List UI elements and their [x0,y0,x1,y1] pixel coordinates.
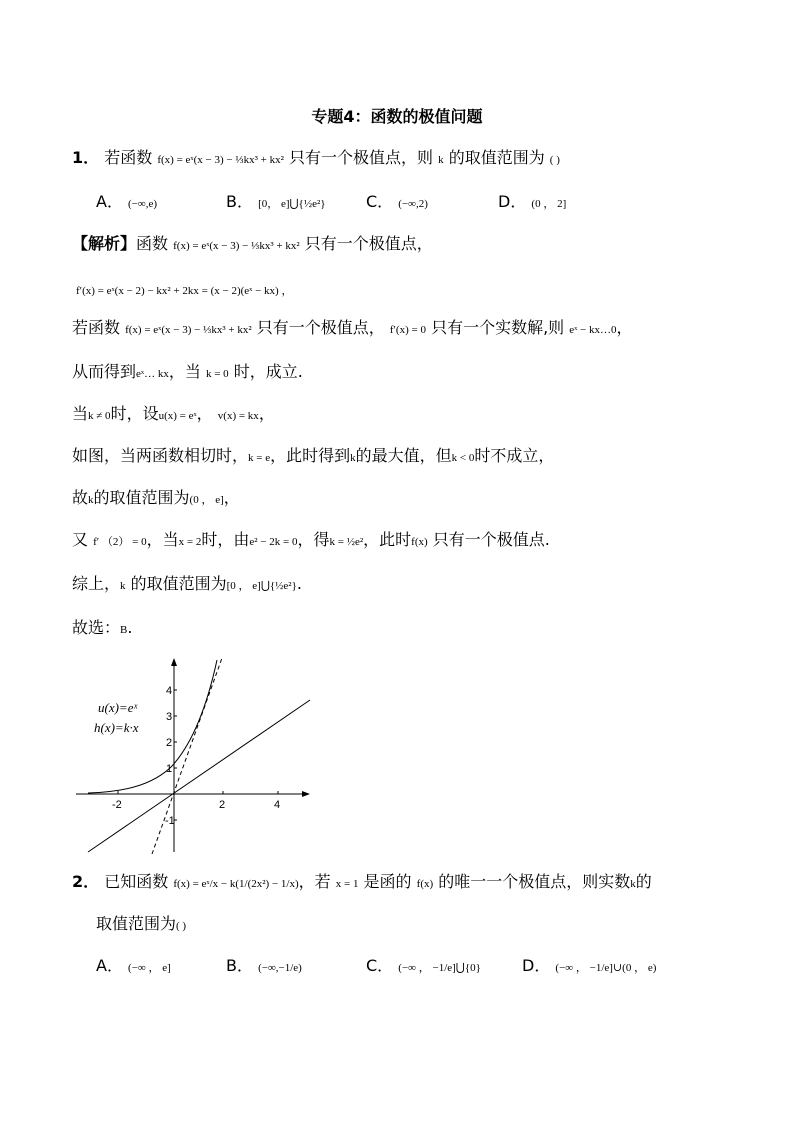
text: 只有一个极值点， [256,318,385,337]
q2-number: 2． [72,872,100,891]
option-value: (−∞ ， −1/e]∪(0 ， e) [555,962,657,974]
text: 只有一个极值点. [432,530,550,549]
text: ， [196,404,213,423]
solution-line-6 [72,446,554,468]
solution-line-9 [72,574,302,596]
math: k = 0 [205,368,229,380]
q1-stem-post: 只有一个极值点，则 [288,148,433,167]
option-label: D． [498,192,527,211]
function-graph [72,656,312,856]
y-tick-label: 2 [166,737,173,749]
text: 时，成立. [233,362,303,381]
q1-stem-post2: 的取值范围为 [448,148,545,167]
math: f(x) [411,536,428,548]
text: 综上， [72,574,121,593]
math: f′(x) = 0 [389,324,426,336]
text: 的唯一一个极值点，则实数 [438,872,631,891]
math: B [120,624,128,636]
solution-line-3 [72,318,633,340]
solution-tag: 【解析】 [72,234,137,253]
text: 时不成立， [474,446,555,465]
q1-stem-pre: 若函数 [104,148,153,167]
text: 的最大值，但 [355,446,452,465]
text: 又 [72,530,89,549]
q2-line-2 [96,914,186,936]
question-2 [72,872,652,894]
math: (0 ， e] [189,494,224,506]
text: ，若 [298,872,331,891]
q2-option-d [522,956,656,978]
option-label: B． [226,192,253,211]
text: ， [616,318,633,337]
math: eˣ… kx [136,368,169,380]
math: v(x) = kx [217,410,259,422]
option-value: (−∞,−1/e) [258,962,302,974]
option-label: A． [96,192,123,211]
text: ，此时 [363,530,412,549]
text: ，得 [297,530,330,549]
math: k [630,878,636,890]
math: f(x) = eˣ(x − 3) − ⅓kx³ + kx² [125,324,252,336]
option-label: C． [366,192,394,211]
math: k = e [248,452,271,464]
text: 的 [635,872,652,891]
y-tick-label: 1 [166,763,173,775]
text: . [296,574,302,593]
q1-k: k [438,154,444,166]
x-tick-label: -2 [112,799,122,811]
math: u(x) = eˣ [158,410,197,422]
math: f(x) = eˣ(x − 3) − ⅓kx³ + kx² [173,240,300,252]
math: k < 0 [451,452,475,464]
option-value: (−∞,e) [128,198,158,210]
x-tick-label: 2 [219,799,226,811]
option-label: B． [226,956,253,975]
option-label: A． [96,956,123,975]
math: k [120,580,126,592]
text: 是函的 [363,872,412,891]
math: f(x) [416,878,434,890]
text: 的取值范围为 [130,574,227,593]
text: ， [258,404,275,423]
q1-option-c [366,192,428,214]
text: 取值范围为 [96,914,177,933]
option-label: C． [366,956,394,975]
y-tick-label: 3 [166,711,173,723]
text: ，此时得到 [270,446,351,465]
x-tick-label: 4 [274,799,281,811]
math: k ≠ 0 [88,410,111,422]
page-title: 专题4：函数的极值问题 [311,107,483,126]
solution-line-5 [72,404,275,426]
math: k = ½e² [329,536,364,548]
option-value: [0， e]⋃{½e²} [258,198,326,210]
q1-option-d [498,192,566,214]
math: e² − 2k = 0 [249,536,298,548]
option-value: (−∞ ， e] [128,962,171,974]
math: k [88,494,94,506]
text: 的取值范围为 [93,488,190,507]
text: 函数 [136,234,169,253]
u-label: u(x)=eˣ [98,700,138,715]
q1-number: 1． [72,148,100,167]
q1-option-b [226,192,326,214]
text: 时，由 [201,530,250,549]
solution-line-2 [76,279,292,301]
text: ， [223,488,240,507]
math: f′ （2） = 0 [93,536,147,548]
math: f′(x) = eˣ(x − 2) − kx² + 2kx = (x − 2)(eˣ − kx) ， [76,285,293,297]
question-1 [72,148,560,170]
text: 如图，当两函数相切时， [72,446,249,465]
text: 只有一个实数解,则 [431,318,565,337]
text: 已知函数 [104,872,169,891]
text: 从而得到 [72,362,137,381]
tangent-line [152,658,222,854]
text: 故 [72,488,89,507]
math: [0 ， e]⋃{½e²} [226,580,297,592]
q2-function: f(x) = eˣ/x − k(1/(2x²) − 1/x) [173,878,299,890]
text: 只有一个极值点， [304,234,433,253]
q2-option-a [96,956,171,978]
q2-paren: ( ) [176,920,187,932]
x-axis-arrow [302,791,310,797]
option-label: D． [522,956,551,975]
text: . [127,618,133,637]
text: ，当 [168,362,201,381]
q1-function: f(x) = eˣ(x − 3) − ⅓kx³ + kx² [157,154,284,166]
y-tick-label: -1 [165,815,175,827]
solution-line-4 [72,362,303,384]
solution-line-10 [72,618,132,640]
text: 若函数 [72,318,121,337]
solution-line-7 [72,488,240,510]
solution-line-1 [72,234,433,256]
math: k [350,452,356,464]
math: x = 1 [335,878,359,890]
text: 当 [72,404,89,423]
y-axis-arrow [171,658,177,666]
q2-option-c [366,956,481,978]
text: 故选： [72,618,121,637]
q1-option-a [96,192,157,214]
math: eˣ − kx…0 [569,324,617,336]
solution-line-8 [72,530,550,552]
text: 时，设 [110,404,159,423]
option-value: (−∞ ， −1/e]⋃{0} [398,962,481,974]
option-value: (−∞,2) [398,198,428,210]
text: ，当 [146,530,179,549]
option-value: (0 ， 2] [531,198,567,210]
h-label: h(x)=k·x [94,720,139,735]
q1-paren: ( ) [549,154,560,166]
q2-option-b [226,956,302,978]
y-tick-label: 4 [166,685,173,697]
math: x = 2 [178,536,202,548]
